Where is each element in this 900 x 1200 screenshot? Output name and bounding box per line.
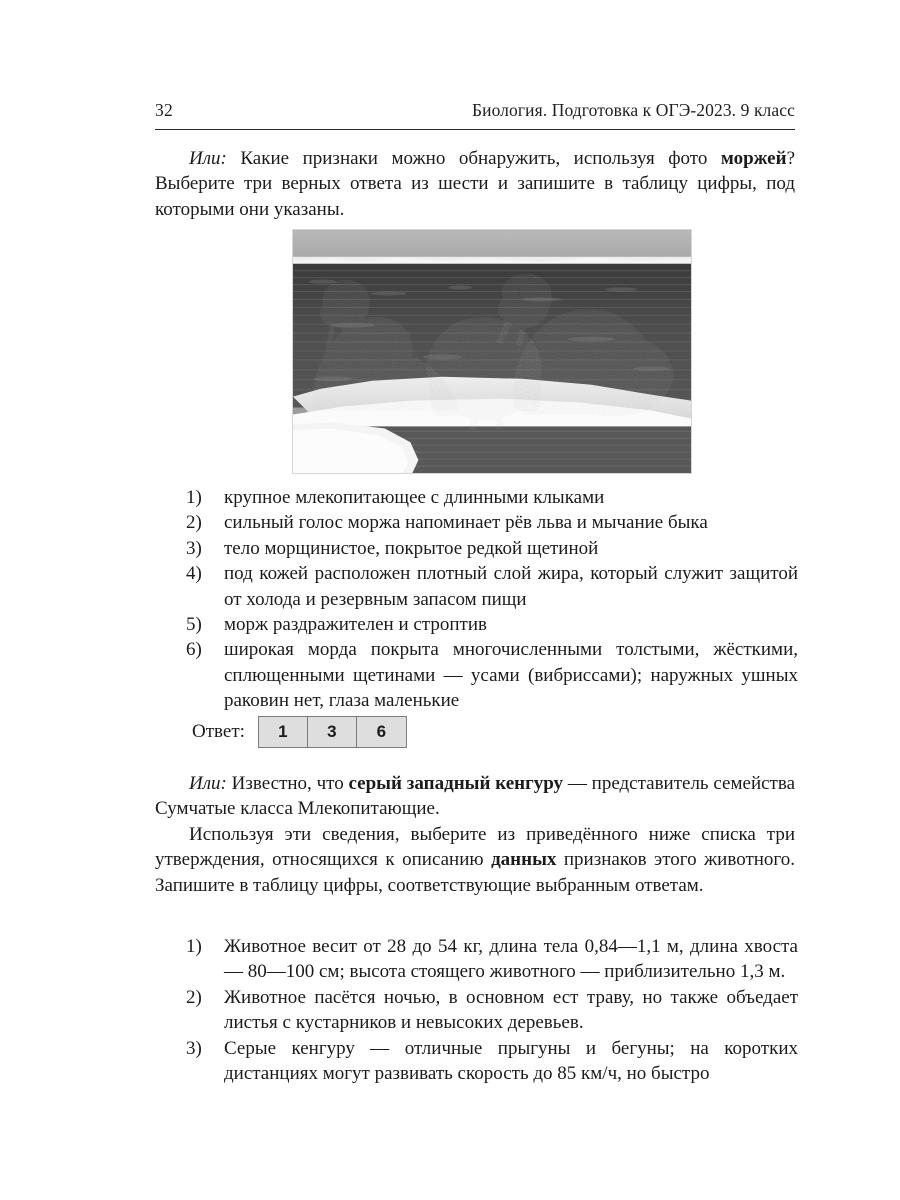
- walrus-intro-prefix: Или:: [189, 148, 227, 169]
- option-number: 3): [186, 1037, 202, 1059]
- list-item: [186, 934, 798, 985]
- kangaroo-task-intro: [155, 771, 795, 898]
- walrus-intro-keyword: моржей: [720, 148, 787, 169]
- option-text: морж раздражителен и строптив: [224, 614, 487, 636]
- kangaroo-instruction-part2: признаков этого животного. Запишите в таблицу цифры, соответствующие выбранным ответам.: [155, 849, 795, 896]
- list-item: [186, 637, 798, 713]
- option-number: 1): [186, 936, 202, 957]
- walrus-intro-after-bold: ? Выберите три верных ответа из шести и запишите в таблицу цифры, под которыми они указаны.: [155, 148, 795, 220]
- option-text: широкая морда покрыта многочисленными толстыми, жёсткими, сплющенными щетинами — усами (вибриссами); наружных ушных раковин нет, глаза маленькие: [224, 639, 798, 712]
- option-number: 4): [186, 563, 202, 585]
- option-number: 1): [186, 487, 202, 508]
- list-item: [186, 1036, 798, 1087]
- walrus-intro-before-bold: Какие признаки можно обнаружить, используя фото: [226, 148, 721, 169]
- option-text: под кожей расположен плотный слой жира, который служит защитой от холода и резервным запасом пищи: [224, 563, 798, 610]
- list-item: [186, 985, 798, 1036]
- option-text: Животное пасётся ночью, в основном ест траву, но также объедает листья с кустарников и невысоких деревьев.: [224, 986, 798, 1034]
- kangaroo-instruction-part1: Используя эти сведения, выберите из приведённого ниже списка три утверждения, относящихся к описанию: [155, 823, 795, 871]
- walrus-intro-paragraph: [155, 146, 795, 222]
- option-number: 6): [186, 639, 202, 661]
- running-title: Биология. Подготовка к ОГЭ-2023. 9 класс: [471, 100, 795, 120]
- walrus-photo-illustration: [293, 230, 691, 473]
- list-item: [186, 485, 798, 510]
- option-number: 3): [186, 537, 202, 559]
- option-text: тело морщинистое, покрытое редкой щетиной: [224, 537, 599, 559]
- kangaroo-intro-after-bold: — представитель семейства Сумчатые класса Млекопитающие.: [155, 773, 796, 820]
- kangaroo-intro-prefix: Или:: [189, 773, 227, 794]
- header-rule: [155, 129, 795, 130]
- option-text: крупное млекопитающее с длинными клыками: [224, 487, 605, 508]
- page-number: 32: [155, 100, 173, 120]
- option-text: Животное весит от 28 до 54 кг, длина тела 0,84—1,1 м, длина хвоста — 80—100 см; высота стоящего животного — приблизительно 1,3 м.: [224, 936, 798, 983]
- kangaroo-instruction-keyword: данных: [491, 849, 557, 871]
- answer-cell[interactable]: 1: [259, 717, 308, 747]
- kangaroo-intro-keyword: серый западный кенгуру: [348, 773, 564, 794]
- answer-cell[interactable]: 6: [376, 722, 387, 741]
- option-number: 5): [186, 614, 202, 636]
- list-item: [186, 612, 798, 637]
- list-item: [186, 536, 798, 561]
- answer-area: [192, 716, 407, 748]
- kangaroo-intro-before-bold: Известно, что: [226, 773, 349, 794]
- walrus-task-intro: [155, 146, 795, 222]
- option-text: Серые кенгуру — отличные прыгуны и бегуны; на коротких дистанциях могут развивать скорость до 85 км/ч, но быстро: [224, 1037, 798, 1085]
- list-item: [186, 510, 798, 535]
- option-text: сильный голос моржа напоминает рёв льва и мычание быка: [224, 512, 708, 534]
- kangaroo-intro-paragraph: [155, 771, 795, 822]
- running-head: [155, 100, 795, 122]
- kangaroo-instruction-paragraph: [155, 822, 795, 898]
- answer-table[interactable]: [258, 716, 407, 748]
- list-item: [186, 561, 798, 612]
- option-number: 2): [186, 512, 202, 534]
- walrus-option-list: [186, 485, 798, 714]
- kangaroo-option-list: [186, 934, 798, 1086]
- answer-cell[interactable]: 3: [308, 717, 357, 747]
- walrus-photo: [292, 229, 692, 474]
- option-number: 2): [186, 986, 202, 1008]
- answer-label: Ответ:: [192, 721, 245, 742]
